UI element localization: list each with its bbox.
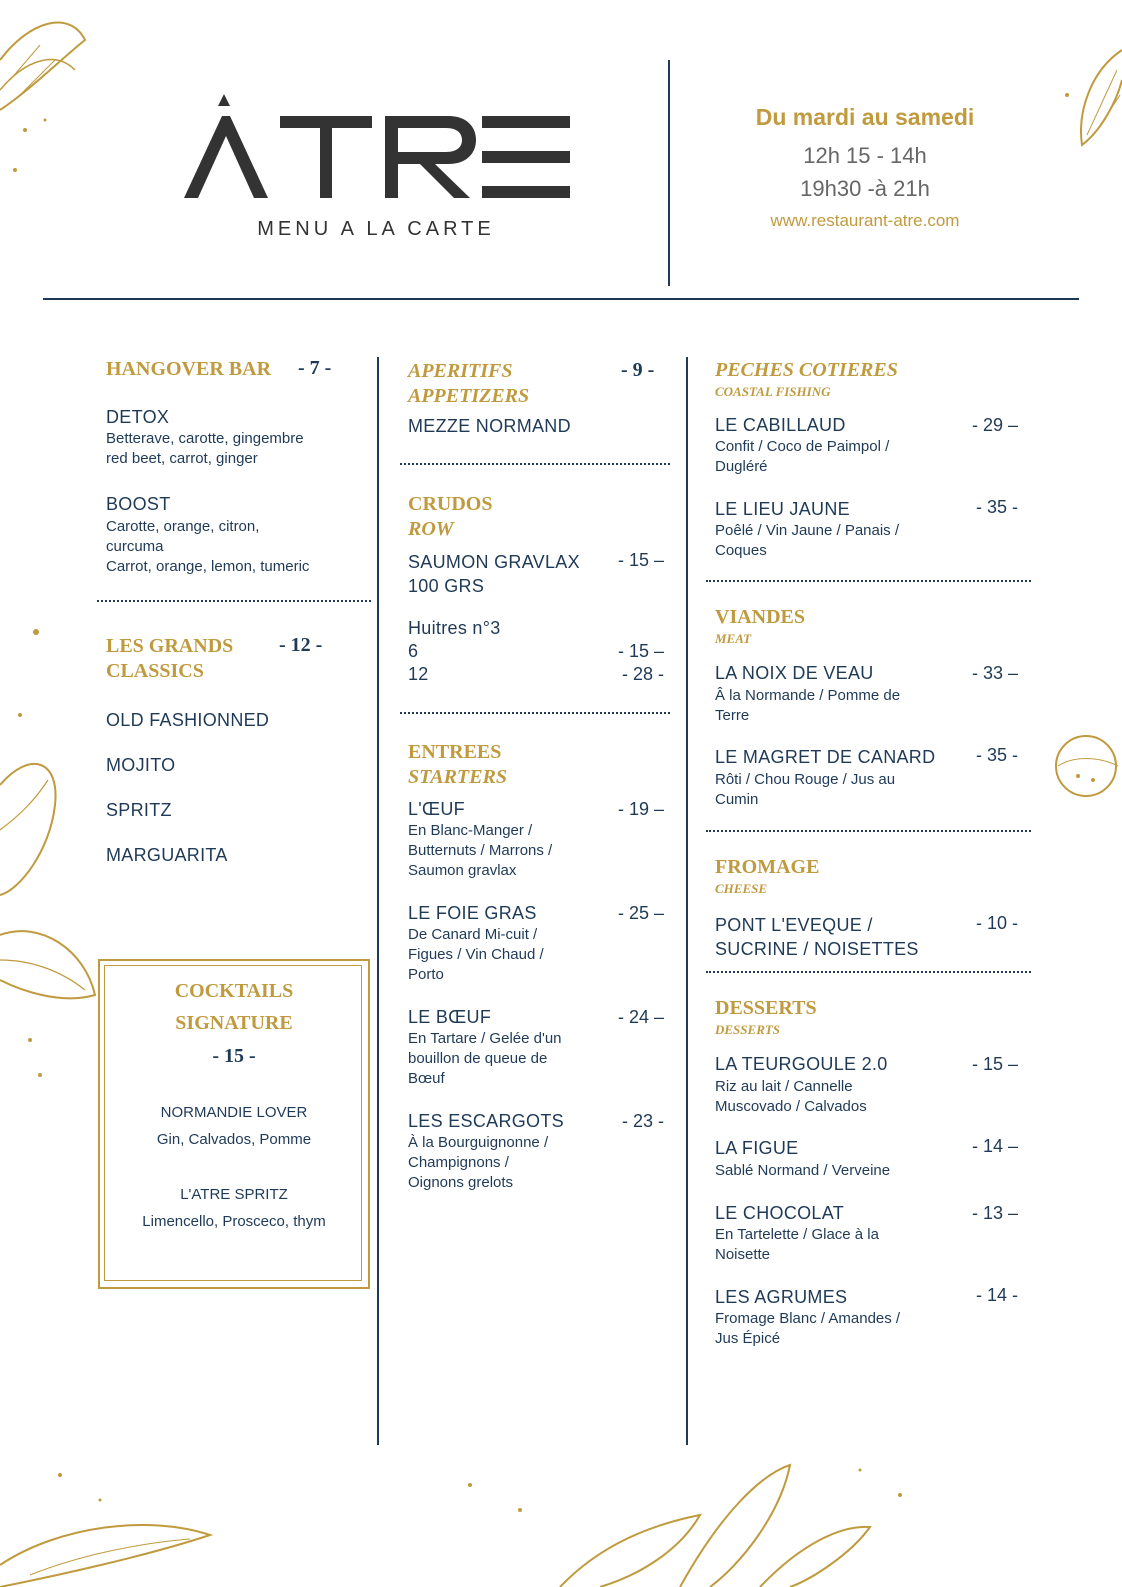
agrumes-name: LES AGRUMES <box>715 1287 848 1307</box>
figue-name: LA FIGUE <box>715 1138 799 1158</box>
chocolat-desc: En Tartelette / Glace à la Noisette <box>715 1226 879 1263</box>
desserts-title: DESSERTS <box>715 997 817 1019</box>
column-divider-2 <box>686 357 688 1445</box>
chocolat-name: LE CHOCOLAT <box>715 1203 844 1223</box>
boost-name: BOOST <box>106 494 171 514</box>
teurgoule-name: LA TEURGOULE 2.0 <box>715 1054 888 1074</box>
signature-item-2-desc: Limencello, Prosceco, thym <box>142 1213 326 1230</box>
signature-title-1: COCKTAILS <box>174 980 294 1002</box>
magret-name: LE MAGRET DE CANARD <box>715 747 936 767</box>
detox-name: DETOX <box>106 407 170 427</box>
foie-gras-desc: De Canard Mi-cuit / Figues / Vin Chaud / Porto <box>408 926 544 983</box>
teurgoule-desc: Riz au lait / Cannelle Muscovado / Calvados <box>715 1078 867 1115</box>
desserts-subtitle: DESSERTS <box>715 1022 781 1037</box>
oeuf-price: - 19 – <box>617 799 664 819</box>
escargots-desc: À la Bourguignonne / Champignons / Oignons grelots <box>408 1134 549 1191</box>
col2-divider-1 <box>400 463 670 465</box>
header-divider <box>668 60 670 286</box>
oysters-qty-12: 12 <box>408 664 429 684</box>
chocolat-price: - 13 – <box>971 1203 1018 1223</box>
magret-price: - 35 - <box>975 745 1018 765</box>
col3-divider-2 <box>706 830 1031 832</box>
escargots-price: - 23 - <box>621 1111 664 1131</box>
crudos-title: CRUDOS ROW <box>408 493 493 540</box>
signature-item-1-name: NORMANDIE LOVER <box>160 1104 308 1121</box>
lieu-jaune-desc: Poêlé / Vin Jaune / Panais / Coques <box>715 522 900 559</box>
cabillaud-desc: Confit / Coco de Paimpol / Dugléré <box>715 438 890 475</box>
aperitifs-title: APERITIFS APPETIZERS <box>408 360 530 407</box>
decorative-leaves-left-icon <box>0 620 100 1090</box>
hangover-price: - 7 - <box>298 357 332 379</box>
detox-desc: Betterave, carotte, gingembre red beet, carrot, ginger <box>106 430 304 467</box>
gravlax-price: - 15 – <box>617 550 664 570</box>
col2-divider-2 <box>400 712 670 714</box>
classics-price: - 12 - <box>279 634 323 656</box>
header-rule <box>43 298 1079 300</box>
oeuf-name: L'ŒUF <box>408 799 465 819</box>
oysters-name: Huitres n°3 <box>408 618 501 638</box>
agrumes-price: - 14 - <box>975 1285 1018 1305</box>
col1-divider-1 <box>97 600 371 602</box>
signature-item-1-desc: Gin, Calvados, Pomme <box>156 1131 312 1148</box>
magret-desc: Rôti / Chou Rouge / Jus au Cumin <box>715 771 896 808</box>
gravlax-name: SAUMON GRAVLAX 100 GRS <box>408 552 580 596</box>
opening-days: Du mardi au samedi <box>755 104 975 130</box>
decorative-herb-top-right-icon <box>1062 40 1122 160</box>
signature-item-2-name: L'ATRE SPRITZ <box>180 1186 288 1203</box>
figue-desc: Sablé Normand / Verveine <box>715 1162 891 1179</box>
noix-veau-desc: Â la Normande / Pomme de Terre <box>715 687 901 724</box>
peches-title: PECHES COTIERES <box>715 359 898 381</box>
signature-price: - 15 - <box>212 1045 256 1067</box>
column-divider-1 <box>377 357 379 1445</box>
opening-hours <box>700 104 1030 231</box>
cabillaud-name: LE CABILLAUD <box>715 415 846 435</box>
figue-price: - 14 – <box>971 1136 1018 1156</box>
fromage-name: PONT L'EVEQUE / SUCRINE / NOISETTES <box>715 915 919 959</box>
lunch-hours: 12h 15 - 14h <box>803 143 927 168</box>
hangover-title: HANGOVER BAR <box>106 358 272 380</box>
menu-subtitle: MENU A LA CARTE <box>257 218 495 240</box>
lieu-jaune-price: - 35 - <box>975 497 1018 517</box>
classic-item-2: MOJITO <box>106 755 176 775</box>
oysters-price-12: - 28 - <box>621 664 664 684</box>
signature-title-2: SIGNATURE <box>175 1012 293 1034</box>
entrees-title: ENTREES STARTERS <box>408 741 507 788</box>
classic-item-1: OLD FASHIONNED <box>106 710 270 730</box>
col3-divider-1 <box>706 580 1031 582</box>
boost-desc: Carotte, orange, citron, curcuma Carrot, orange, lemon, tumeric <box>106 518 310 575</box>
escargots-name: LES ESCARGOTS <box>408 1111 564 1131</box>
lieu-jaune-name: LE LIEU JAUNE <box>715 499 850 519</box>
viandes-subtitle: MEAT <box>715 631 752 646</box>
dinner-hours: 19h30 -à 21h <box>800 176 930 201</box>
foie-gras-name: LE FOIE GRAS <box>408 903 537 923</box>
decorative-herbs-bottom-icon <box>0 1455 1122 1587</box>
fromage-subtitle: CHEESE <box>715 881 768 896</box>
fromage-title: FROMAGE <box>715 856 820 878</box>
peches-subtitle: COASTAL FISHING <box>715 384 831 399</box>
boeuf-name: LE BŒUF <box>408 1007 492 1027</box>
decorative-fruit-right-icon <box>1048 728 1122 804</box>
decorative-leaf-top-left-icon <box>0 0 95 200</box>
fromage-price: - 10 - <box>975 913 1018 933</box>
oeuf-desc: En Blanc-Manger / Butternuts / Marrons / Saumon gravlax <box>408 822 553 879</box>
website-link[interactable]: www.restaurant-atre.com <box>770 211 960 230</box>
cabillaud-price: - 29 – <box>971 415 1018 435</box>
foie-gras-price: - 25 – <box>617 903 664 923</box>
agrumes-desc: Fromage Blanc / Amandes / Jus Épicé <box>715 1310 901 1347</box>
boeuf-desc: En Tartare / Gelée d'un bouillon de queue de Bœuf <box>408 1030 562 1087</box>
aperitifs-price: - 9 - <box>621 359 655 381</box>
col3-divider-3 <box>706 971 1031 973</box>
classics-title: LES GRANDS CLASSICS <box>106 635 234 682</box>
noix-veau-name: LA NOIX DE VEAU <box>715 663 874 683</box>
boeuf-price: - 24 – <box>617 1007 664 1027</box>
oysters-qty-6: 6 <box>408 641 419 661</box>
noix-veau-price: - 33 – <box>971 663 1018 683</box>
classic-item-4: MARGUARITA <box>106 845 228 865</box>
teurgoule-price: - 15 – <box>971 1054 1018 1074</box>
oysters-price-6: - 15 – <box>617 641 664 661</box>
viandes-title: VIANDES <box>715 606 806 628</box>
mezze-name: MEZZE NORMAND <box>408 416 571 436</box>
brand-logo <box>180 94 572 202</box>
classic-item-3: SPRITZ <box>106 800 172 820</box>
